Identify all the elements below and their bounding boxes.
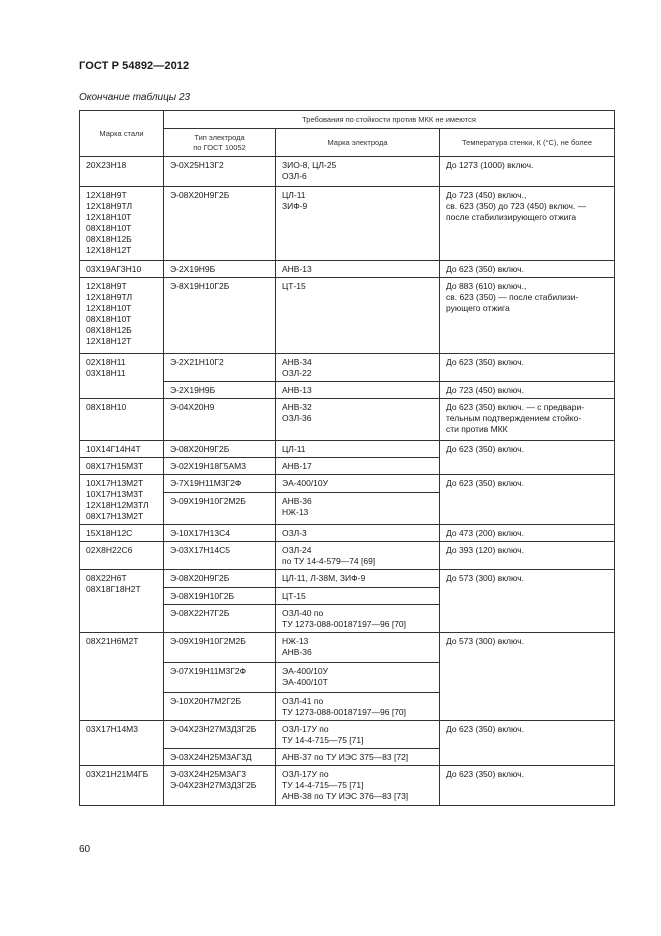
electrode-brand-cell: ЭА-400/10У ЭА-400/10Т [276,663,440,693]
table-row [80,475,615,493]
temperature-cell: До 623 (350) включ. — с предвари- тельным подтверждением стойко- сти против МКК [440,399,615,441]
electrode-brand-cell: АНВ-13 [276,261,440,278]
table-row [80,354,615,382]
steel-grade-cell: 02Х18Н11 03Х18Н11 [80,354,164,399]
temperature-cell: До 723 (450) включ., св. 623 (350) до 723 (450) включ. — после стабилизирующего отжига [440,187,615,261]
electrode-type-cell: Э-8Х19Н10Г2Б [164,278,276,354]
temperature-cell: До 883 (610) включ., св. 623 (350) — после стабилизи- рующего отжига [440,278,615,354]
electrode-type-cell: Э-2Х19Н9Б [164,382,276,399]
table-row [80,261,615,278]
electrode-brand-cell: ЦЛ-11 ЗИФ-9 [276,187,440,261]
electrode-type-cell: Э-08Х20Н9Г2Б [164,570,276,588]
electrode-type-cell: Э-07Х19Н11М3Г2Ф [164,663,276,693]
electrode-type-cell: Э-08Х20Н9Г2Б [164,441,276,458]
electrode-brand-cell: АНВ-36 НЖ-13 [276,493,440,525]
electrode-type-cell: Э-03Х17Н14С5 [164,542,276,570]
electrode-brand-cell: АНВ-13 [276,382,440,399]
steel-grade-cell: 10Х14Г14Н4Т [80,441,164,458]
electrode-brand-cell: ОЗЛ-24 по ТУ 14-4-579—74 [69] [276,542,440,570]
electrode-type-cell: Э-2Х21Н10Г2 [164,354,276,382]
temperature-cell: До 573 (300) включ. [440,570,615,633]
electrode-brand-cell: ЭА-400/10У [276,475,440,493]
electrode-type-cell: Э-09Х19Н10Г2М2Б [164,493,276,525]
temperature-cell: До 623 (350) включ. [440,261,615,278]
table-row [80,542,615,570]
electrode-brand-cell: АНВ-17 [276,458,440,475]
steel-grade-cell: 03Х19АГ3Н10 [80,261,164,278]
electrode-type-cell: Э-08Х19Н10Г2Б [164,588,276,605]
steel-grade-cell: 10Х17Н13М2Т 10Х17Н13М3Т 12Х18Н12М3ТЛ 08Х17Н13М2Т [80,475,164,525]
table-row [80,278,615,354]
table-row [80,187,615,261]
electrode-brand-cell: ОЗЛ-3 [276,525,440,542]
table-row [80,399,615,441]
table-row [80,570,615,588]
electrode-brand-cell: АНВ-34 ОЗЛ-22 [276,354,440,382]
electrode-type-cell: Э-09Х19Н10Г2М2Б [164,633,276,663]
temperature-cell: До 623 (350) включ. [440,721,615,766]
welding-electrodes-table [79,110,615,806]
header-group-no-mkk: Требования по стойкости против МКК не имеются [164,111,615,129]
temperature-cell: До 623 (350) включ. [440,766,615,806]
electrode-brand-cell: ОЗЛ-40 по ТУ 1273-088-00187197—96 [70] [276,605,440,633]
electrode-type-cell: Э-04Х23Н27М3Д3Г2Б [164,721,276,749]
temperature-cell: До 573 (300) включ. [440,633,615,721]
electrode-type-cell: Э-03Х24Н25М3АГ3 Э-04Х23Н27М3Д3Г2Б [164,766,276,806]
electrode-type-cell: Э-08Х22Н7Г2Б [164,605,276,633]
temperature-cell: До 623 (350) включ. [440,441,615,475]
header-electrode-type: Тип электрода по ГОСТ 10052 [164,129,276,157]
table-row [80,157,615,187]
steel-grade-cell: 12Х18Н9Т 12Х18Н9ТЛ 12Х18Н10Т 08Х18Н10Т 08Х18Н12Б 12Х18Н12Т [80,278,164,354]
temperature-cell: До 623 (350) включ. [440,354,615,382]
steel-grade-cell: 02Х8Н22С6 [80,542,164,570]
electrode-brand-cell: ЦТ-15 [276,588,440,605]
temperature-cell: До 723 (450) включ. [440,382,615,399]
steel-grade-cell: 08Х17Н15М3Т [80,458,164,475]
steel-grade-cell: 12Х18Н9Т 12Х18Н9ТЛ 12Х18Н10Т 08Х18Н10Т 08Х18Н12Б 12Х18Н12Т [80,187,164,261]
header-steel-grade: Марка стали [80,111,164,157]
electrode-brand-cell: ОЗЛ-41 по ТУ 1273-088-00187197—96 [70] [276,693,440,721]
table-row [80,766,615,806]
table-caption: Окончание таблицы 23 [79,92,191,103]
electrode-type-cell: Э-0Х25Н13Г2 [164,157,276,187]
document-standard-header: ГОСТ Р 54892—2012 [79,60,190,72]
electrode-brand-cell: ЦЛ-11 [276,441,440,458]
steel-grade-cell: 08Х21Н6М2Т [80,633,164,721]
electrode-brand-cell: ЦЛ-11, Л-38М, ЗИФ-9 [276,570,440,588]
electrode-brand-cell: ОЗЛ-17У по ТУ 14-4-715—75 [71] [276,721,440,749]
steel-grade-cell: 03Х17Н14М3 [80,721,164,766]
electrode-type-cell: Э-03Х24Н25М3АГ3Д [164,749,276,766]
temperature-cell: До 623 (350) включ. [440,475,615,525]
electrode-type-cell: Э-7Х19Н11М3Г2Ф [164,475,276,493]
electrode-type-cell: Э-02Х19Н18Г5АМ3 [164,458,276,475]
temperature-cell: До 473 (200) включ. [440,525,615,542]
table-row [80,525,615,542]
steel-grade-cell: 08Х22Н6Т 08Х18Г18Н2Т [80,570,164,633]
electrode-type-cell: Э-10Х20Н7М2Г2Б [164,693,276,721]
steel-grade-cell: 15Х18Н12С [80,525,164,542]
table-row [80,721,615,749]
temperature-cell: До 393 (120) включ. [440,542,615,570]
steel-grade-cell: 08Х18Н10 [80,399,164,441]
header-electrode-brand: Марка электрода [276,129,440,157]
steel-grade-cell: 20Х23Н18 [80,157,164,187]
temperature-cell: До 1273 (1000) включ. [440,157,615,187]
electrode-brand-cell: НЖ-13 АНВ-36 [276,633,440,663]
electrode-brand-cell: ЗИО-8, ЦЛ-25 ОЗЛ-6 [276,157,440,187]
steel-grade-cell: 03Х21Н21М4ГБ [80,766,164,806]
table-row [80,633,615,663]
electrode-brand-cell: АНВ-37 по ТУ ИЭС 375—83 [72] [276,749,440,766]
table-row [80,441,615,458]
electrode-type-cell: Э-10Х17Н13С4 [164,525,276,542]
electrode-brand-cell: ОЗЛ-17У по ТУ 14-4-715—75 [71] АНВ-38 по ТУ ИЭС 376—83 [73] [276,766,440,806]
header-wall-temperature: Температура стенки, К (°С), не более [440,129,615,157]
electrode-brand-cell: АНВ-32 ОЗЛ-36 [276,399,440,441]
electrode-type-cell: Э-08Х20Н9Г2Б [164,187,276,261]
electrode-type-cell: Э-2Х19Н9Б [164,261,276,278]
electrode-type-cell: Э-04Х20Н9 [164,399,276,441]
electrode-brand-cell: ЦТ-15 [276,278,440,354]
page-number: 60 [79,844,91,855]
